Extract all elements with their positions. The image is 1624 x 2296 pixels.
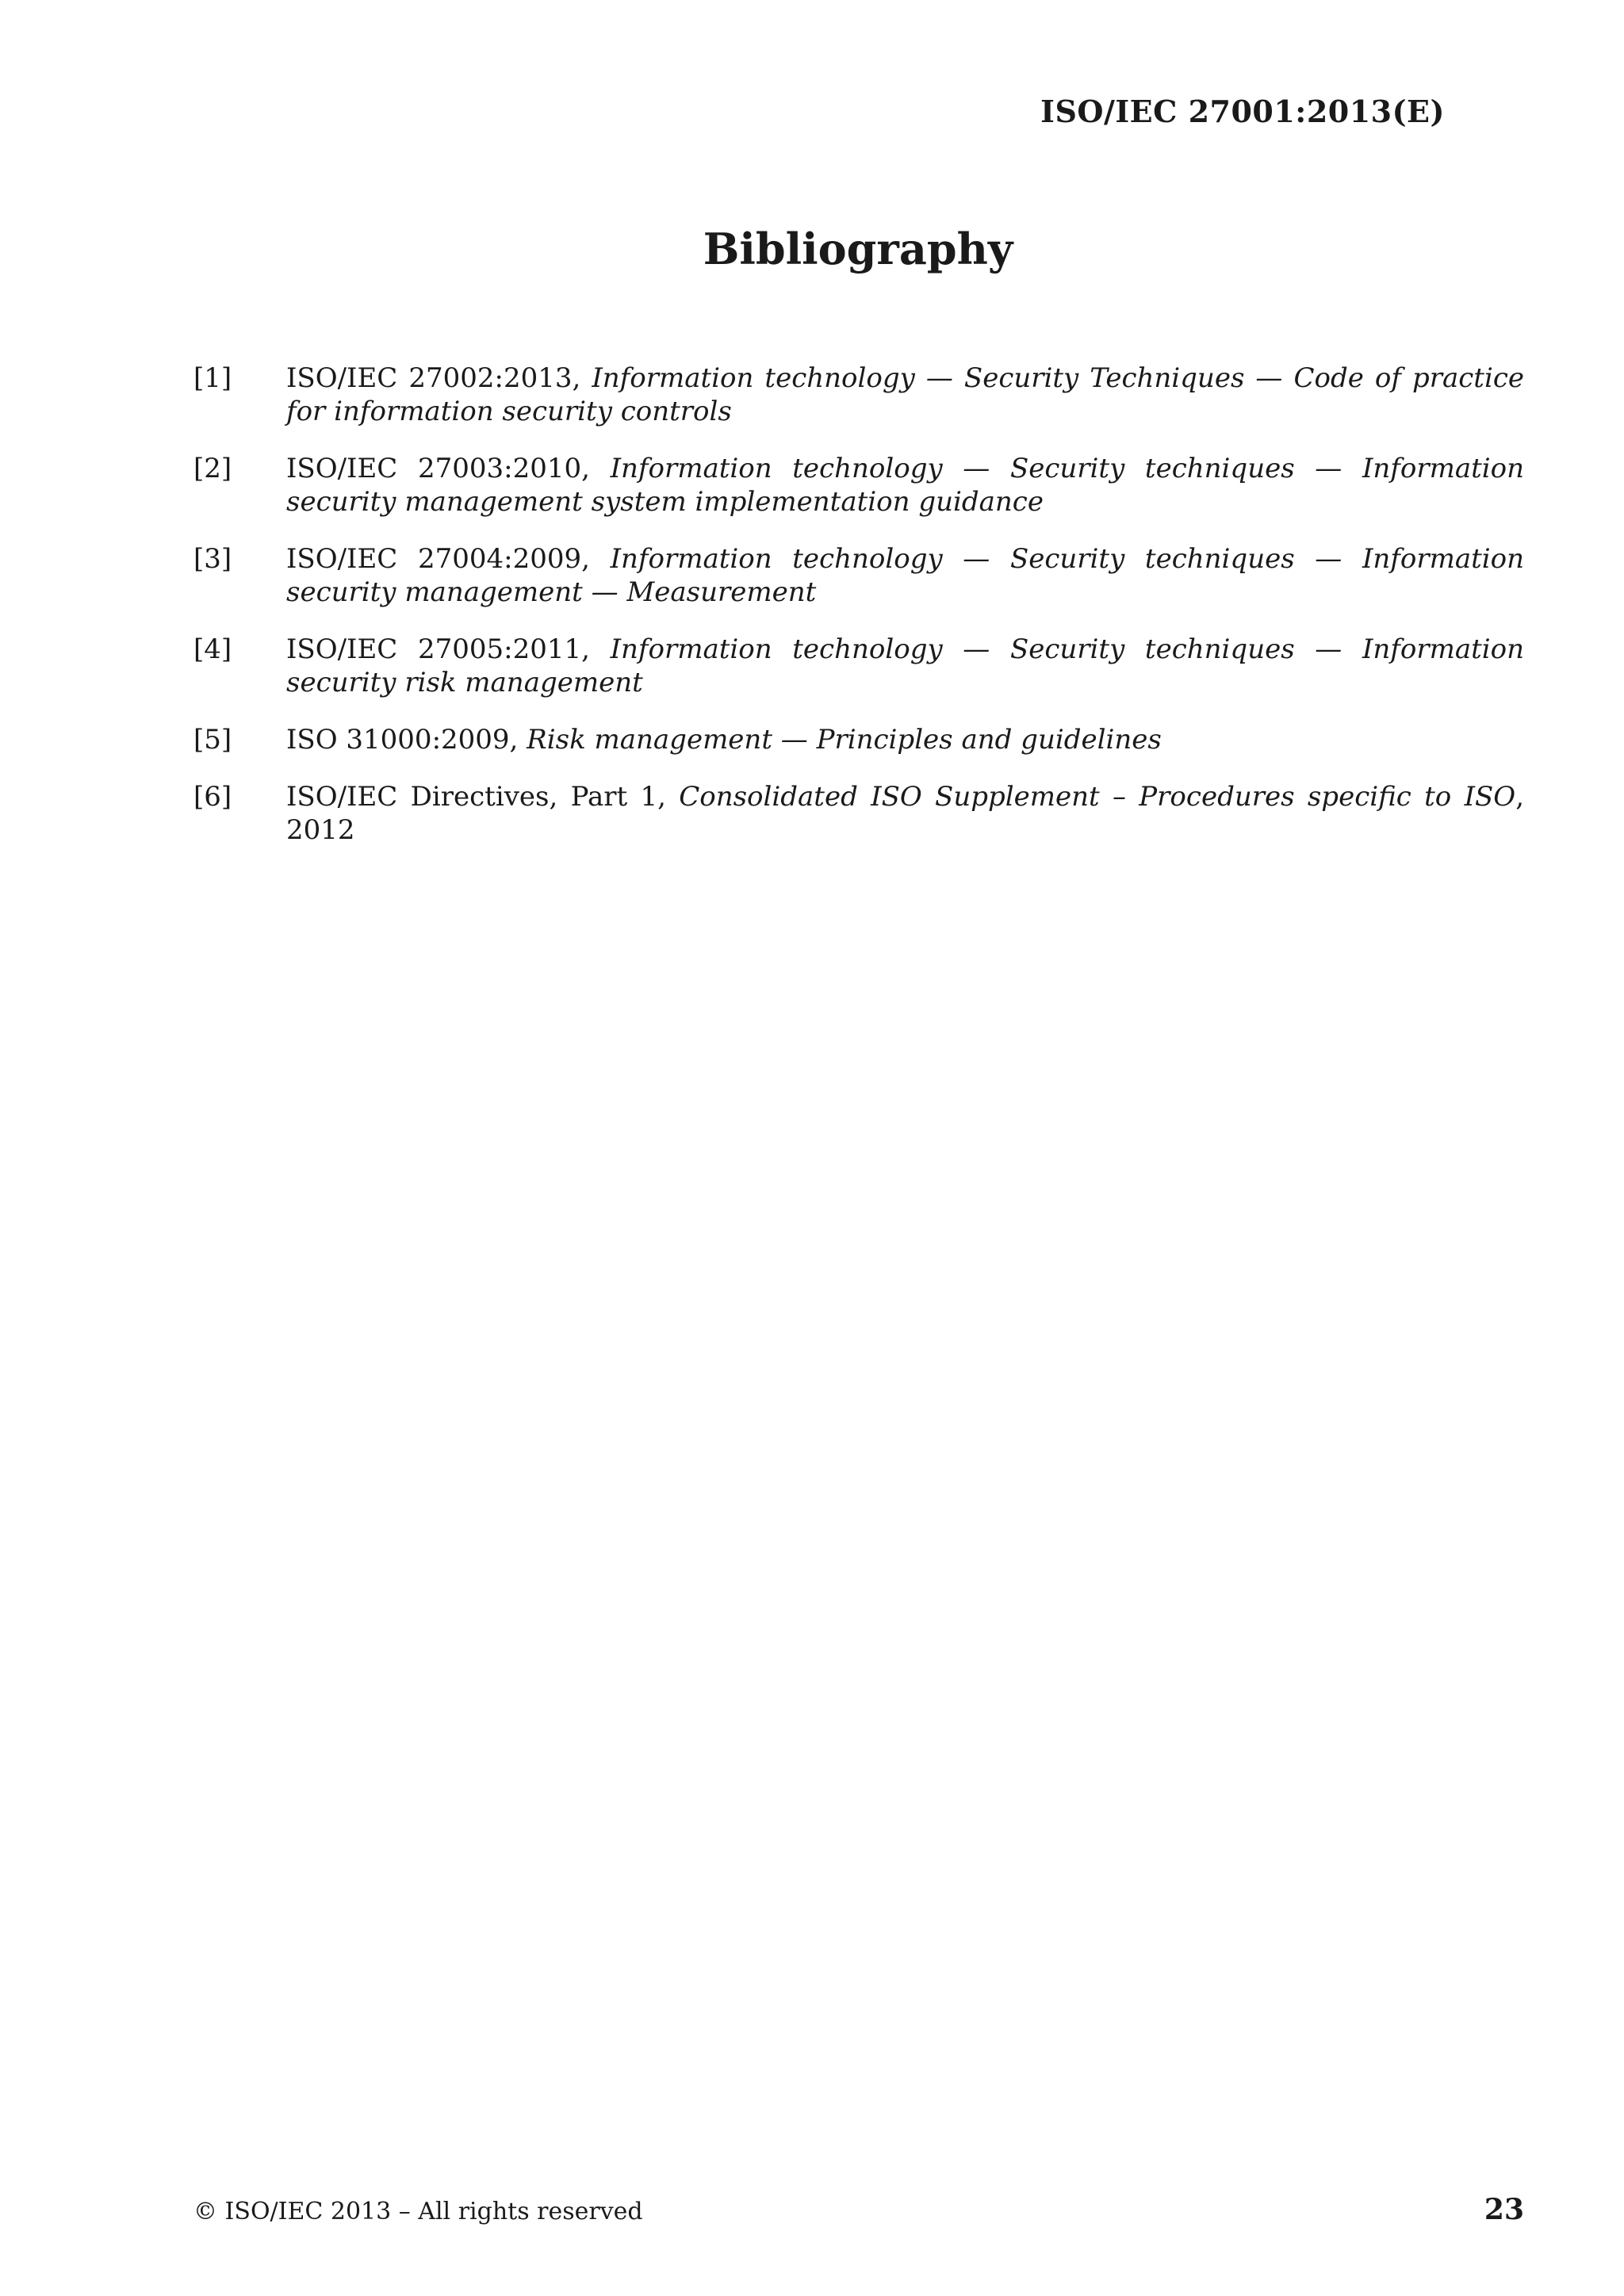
reference-designation: ISO/IEC 27003:2010, [286,453,611,484]
reference-title: Risk management — Principles and guidelines [527,724,1162,756]
bibliography-entry [193,723,1524,756]
reference-number: [3] [193,543,232,575]
bibliography-entry [193,452,1524,519]
reference-title: Information technology — Security Techniques — Code of practice for information security controls [286,362,1524,427]
reference-text [286,723,1524,756]
reference-designation: ISO/IEC Directives, Part 1, [286,781,680,813]
page-title: Bibliography [703,224,1013,274]
reference-title: Information technology — Security techniques — Information security risk management [286,633,1524,698]
reference-text [286,452,1524,519]
reference-designation: ISO/IEC 27005:2011, [286,633,611,665]
bibliography-entry [193,542,1524,609]
reference-text [286,633,1524,699]
bibliography-list [193,362,1524,871]
reference-number: [5] [193,724,232,756]
reference-title: Information technology — Security techniques — Information security management system implementation guidance [286,453,1524,518]
reference-designation: ISO/IEC 27002:2013, [286,362,592,394]
page-number: 23 [1484,2193,1524,2226]
reference-text [286,542,1524,609]
reference-suffix: , 2012 [286,781,1524,846]
reference-number: [1] [193,362,232,394]
bibliography-entry [193,362,1524,428]
reference-number: [6] [193,781,232,813]
reference-title: Information technology — Security techniques — Information security management — Measurement [286,543,1524,608]
bibliography-entry [193,780,1524,847]
reference-designation: ISO 31000:2009, [286,724,527,756]
reference-text [286,780,1524,847]
reference-title: Consolidated ISO Supplement – Procedures specific to ISO [679,781,1516,813]
reference-text [286,362,1524,428]
bibliography-entry [193,633,1524,699]
document-id-header: ISO/IEC 27001:2013(E) [1040,94,1445,129]
reference-number: [4] [193,633,232,665]
reference-number: [2] [193,453,232,484]
reference-designation: ISO/IEC 27004:2009, [286,543,611,575]
copyright-notice: © ISO/IEC 2013 – All rights reserved [193,2198,643,2225]
